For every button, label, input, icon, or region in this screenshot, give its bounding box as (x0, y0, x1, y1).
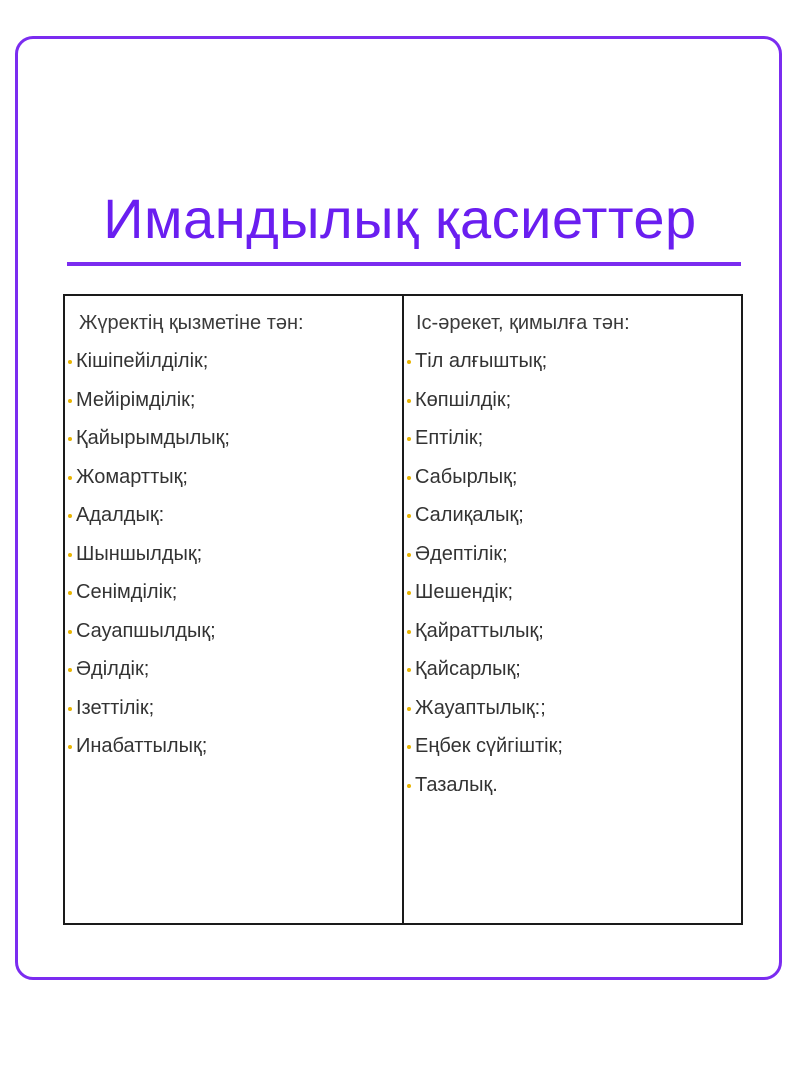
list-item (404, 458, 741, 497)
list-item-label: Мейірімділік; (76, 388, 196, 411)
bullet-icon (68, 514, 72, 518)
list-item-label: Салиқалық; (415, 504, 524, 526)
list-item-label: Еңбек сүйгіштік; (415, 735, 563, 757)
bullet-icon (407, 514, 411, 518)
list-item-label: Шыншылдық; (76, 542, 203, 565)
bullet-icon (68, 591, 72, 595)
list-item (65, 535, 402, 574)
bullet-icon (68, 707, 72, 711)
bullet-icon (68, 360, 72, 364)
list-item-label: Тазалық. (415, 773, 498, 796)
bullet-icon (407, 630, 411, 634)
list-item (65, 419, 402, 458)
list-item-label: Адалдық: (76, 504, 165, 526)
bullet-icon (68, 399, 72, 403)
list-item-label: Қайсарлық; (415, 658, 521, 680)
list-item (65, 689, 402, 728)
list-item (404, 535, 741, 574)
right-column (404, 296, 741, 923)
list-item (65, 381, 402, 420)
bullet-icon (407, 784, 411, 788)
bullet-icon (407, 553, 411, 557)
list-item-label: Жомарттық; (76, 465, 188, 488)
list-item (404, 573, 741, 612)
list-item (65, 458, 402, 497)
left-column (65, 296, 404, 923)
right-column-heading: Іс-әрекет, қимылға тән: (416, 312, 630, 334)
left-column-heading: Жүректің қызметіне тән: (79, 312, 304, 334)
list-item-label: Шешендік; (415, 581, 514, 603)
list-item-label: Көпшілдік; (415, 388, 512, 411)
bullet-icon (407, 745, 411, 749)
list-item (65, 496, 402, 535)
bullet-icon (407, 360, 411, 364)
list-item (404, 650, 741, 689)
list-item-label: Ептілік; (415, 427, 484, 449)
slide-title: Имандылық қасиеттер (103, 187, 697, 250)
bullet-icon (407, 668, 411, 672)
list-item-label: Қайырымдылық; (76, 427, 230, 449)
bullet-icon (68, 553, 72, 557)
list-item-label: Сабырлық; (415, 465, 518, 488)
list-item (65, 727, 402, 766)
list-item (404, 381, 741, 420)
bullet-icon (407, 399, 411, 403)
list-item (404, 342, 741, 381)
bullet-icon (407, 707, 411, 711)
bullet-icon (407, 437, 411, 441)
list-item-label: Инабаттылық; (76, 735, 208, 757)
left-column-list (65, 342, 402, 766)
bullet-icon (68, 437, 72, 441)
list-item-label: Әдептілік; (415, 542, 508, 565)
list-item (404, 689, 741, 728)
list-item (404, 766, 741, 805)
list-item-label: Ізеттілік; (76, 696, 155, 719)
bullet-icon (68, 476, 72, 480)
list-item-label: Кішіпейілділік; (76, 350, 209, 372)
qualities-table (63, 294, 743, 925)
list-item-label: Тіл алғыштық; (415, 350, 548, 372)
list-item (404, 727, 741, 766)
bullet-icon (68, 745, 72, 749)
list-item-label: Әділдік; (76, 658, 150, 680)
list-item (404, 612, 741, 651)
list-item (65, 573, 402, 612)
list-item (65, 342, 402, 381)
list-item (404, 419, 741, 458)
bullet-icon (68, 668, 72, 672)
list-item-label: Сауапшылдық; (76, 619, 216, 642)
list-item-label: Қайраттылық; (415, 619, 544, 642)
bullet-icon (407, 591, 411, 595)
list-item (404, 496, 741, 535)
list-item-label: Сенімділік; (76, 581, 178, 603)
title-underline (67, 262, 741, 266)
bullet-icon (407, 476, 411, 480)
bullet-icon (68, 630, 72, 634)
list-item (65, 650, 402, 689)
list-item (65, 612, 402, 651)
right-column-list (404, 342, 741, 804)
list-item-label: Жауаптылық:; (415, 696, 546, 719)
